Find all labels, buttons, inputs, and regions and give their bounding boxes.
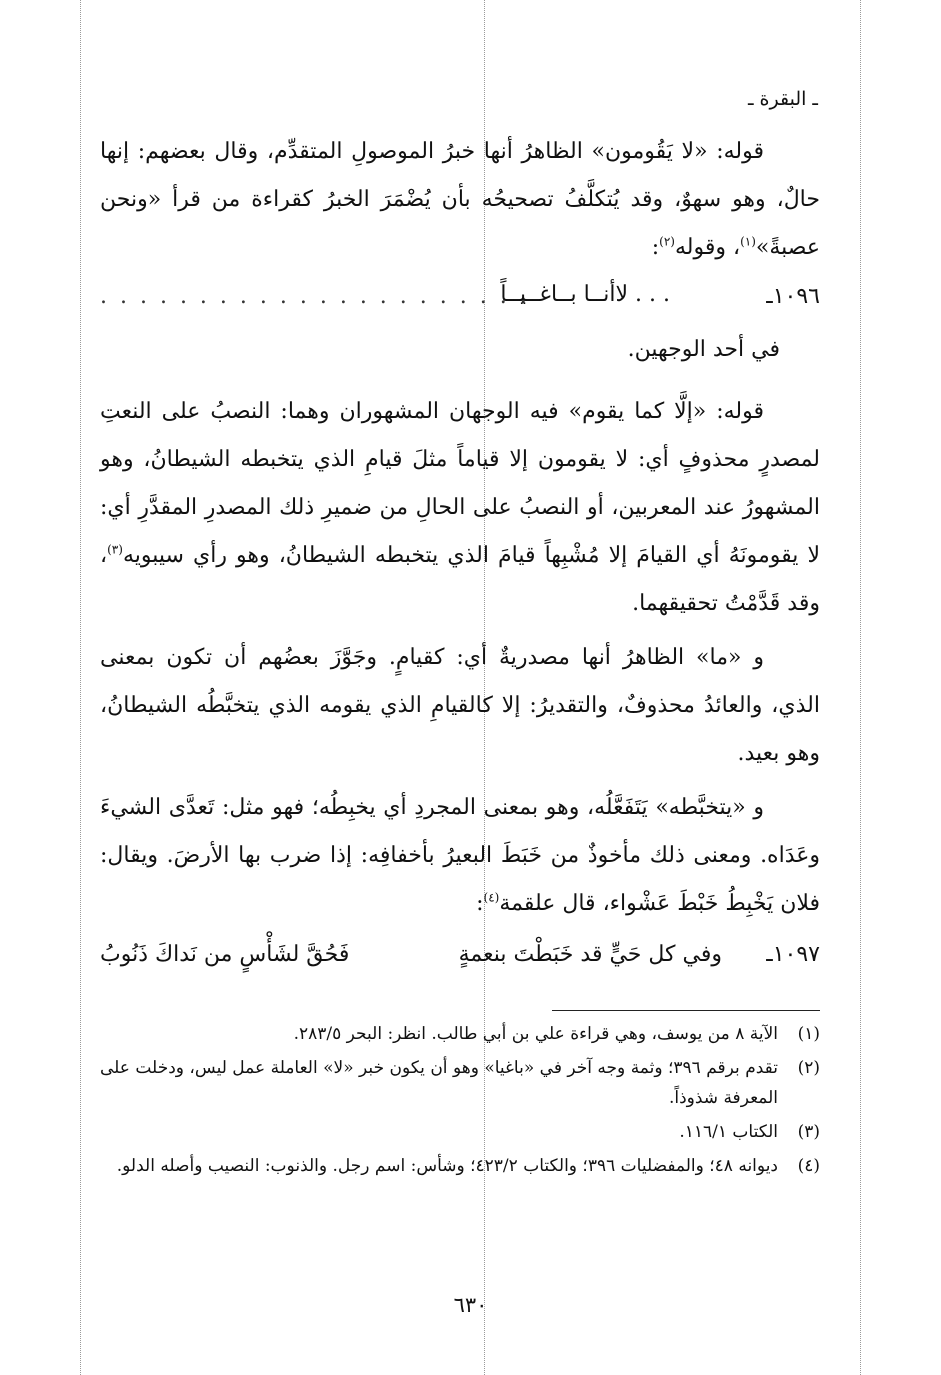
footnote-number: (٤) <box>797 1156 820 1176</box>
paragraph-4-text: و «يتخبَّطه» يَتَفَعَّلُه، وهو بمعنى المجردِ أي يخبِطُه؛ فهو مثل: تَعدَّى الشيءَ وعَدَاه. ومعنى ذلك مأخوذٌ من خَبَطَ البعيرُ بأخفافِه: إذا ضرب بها الأرضَ. ويقال: فلان يَخْبِطُ خَبْطَ عَشْواء، قال علقمة <box>100 795 820 916</box>
paragraph-3-text: و «ما» الظاهرُ أنها مصدريةٌ أي: كقيامٍ. وجَوَّزَ بعضُهم أن تكون بمعنى الذي، والعائدُ محذوفٌ، والتقديرُ: إلا كالقيامِ الذي يقومه الذي يتخبَّطُه الشيطانُ، وهو بعيد. <box>100 645 820 766</box>
verse-note: في أحد الوجهين. <box>627 337 780 362</box>
footnote-separator <box>552 1010 820 1011</box>
running-head: ـ البقرة ـ <box>747 88 818 110</box>
margin-guide-right <box>860 0 861 1375</box>
footnote-ref-4[interactable]: (٤) <box>483 890 500 905</box>
footnotes <box>100 1019 820 1181</box>
footnote-number: (٢) <box>797 1058 820 1078</box>
paragraph-4-end: : <box>476 891 484 916</box>
verse-hemistich-1: . . . لاأنــا بــاغــيــاً <box>500 282 670 307</box>
footnote-text: ديوانه ٤٨؛ والمفضليات ٣٩٦؛ والكتاب ٤٢٣/٢؛ وشأس: اسم رجل. والذنوب: النصيب وأصله الدلو. <box>116 1156 778 1176</box>
footnote-ref-3[interactable]: (٣) <box>107 542 123 557</box>
paragraph-4 <box>100 784 820 928</box>
paragraph-2-text: قوله: «إلَّا كما يقوم» فيه الوجهان المشهوران وهما: النصبُ على النعتِ لمصدرٍ محذوفٍ أي: لا يقومون إلا قياماً مثلَ قيامِ الذي يتخبطه الشيطانُ، وهو المشهورُ عند المعربين، أو النصبُ على الحالِ من ضميرِ ذلك المصدرِ المقدَّرِ أي: لا يقومونَهُ أي القيامَ إلا مُشْبِهاً قيامَ الذي يتخبطه الشيطانُ، وهو رأي سيبويه <box>100 399 820 568</box>
verse-number: ١٠٩٧ـ <box>766 942 820 967</box>
footnote-ref-2[interactable]: (٢) <box>659 234 675 249</box>
margin-guide-left <box>80 0 81 1375</box>
footnote-4 <box>100 1151 820 1181</box>
footnote-number: (٣) <box>797 1122 820 1142</box>
page-body <box>100 88 820 1185</box>
footnote-ref-1[interactable]: (١) <box>740 234 756 249</box>
paragraph-1-tail: ، وقوله <box>674 235 741 260</box>
verse-hemistich-2: فَحُقَّ لشَأْسٍ من نَداكَ ذَنُوبُ <box>100 942 350 967</box>
page-number: ٦٣٠ <box>453 1293 488 1317</box>
paragraph-2 <box>100 388 820 628</box>
verse-1097 <box>100 934 820 994</box>
paragraph-2-end: ، وقد قَدَّمْتُ تحقيقهما. <box>100 543 820 616</box>
verse-1096 <box>100 278 820 330</box>
footnote-text: الكتاب ١١٦/١. <box>679 1122 778 1142</box>
verse-hemistich-1: وفي كل حَيٍّ قد خَبَطْتَ بنعمةٍ <box>458 942 722 967</box>
footnote-text: الآية ٨ من يوسف، وهي قراءة علي بن أبي طالب. انظر: البحر ٢٨٣/٥. <box>293 1024 778 1044</box>
footnote-text: تقدم برقم ٣٩٦؛ وثمة وجه آخر في «باغيا» وهو أن يكون خبر «لا» العاملة عمل ليس، ودخلت على المعرفة شذوذاً. <box>100 1058 778 1108</box>
footnote-1 <box>100 1019 820 1049</box>
paragraph-3 <box>100 634 820 778</box>
paragraph-1-end: : <box>651 235 660 260</box>
footnote-number: (١) <box>797 1024 820 1044</box>
verse-ellipsis: . . . . . . . . . . . . . . . . . . . . . . <box>100 284 530 309</box>
paragraph-1 <box>100 128 820 272</box>
paragraph-1-text: قوله: «لا يَقُومون» الظاهرُ أنها خبرُ الموصولِ المتقدِّم، وقال بعضهم: إنها حالٌ، وهو سهوٌ، وقد يُتكلَّفُ تصحيحُه بأن يُضْمَرَ الخبرُ كقراءة من قرأ «ونحن عصبةً» <box>100 139 820 260</box>
footnote-2 <box>100 1053 820 1113</box>
footnote-3 <box>100 1117 820 1147</box>
verse-number: ١٠٩٦ـ <box>766 284 820 309</box>
